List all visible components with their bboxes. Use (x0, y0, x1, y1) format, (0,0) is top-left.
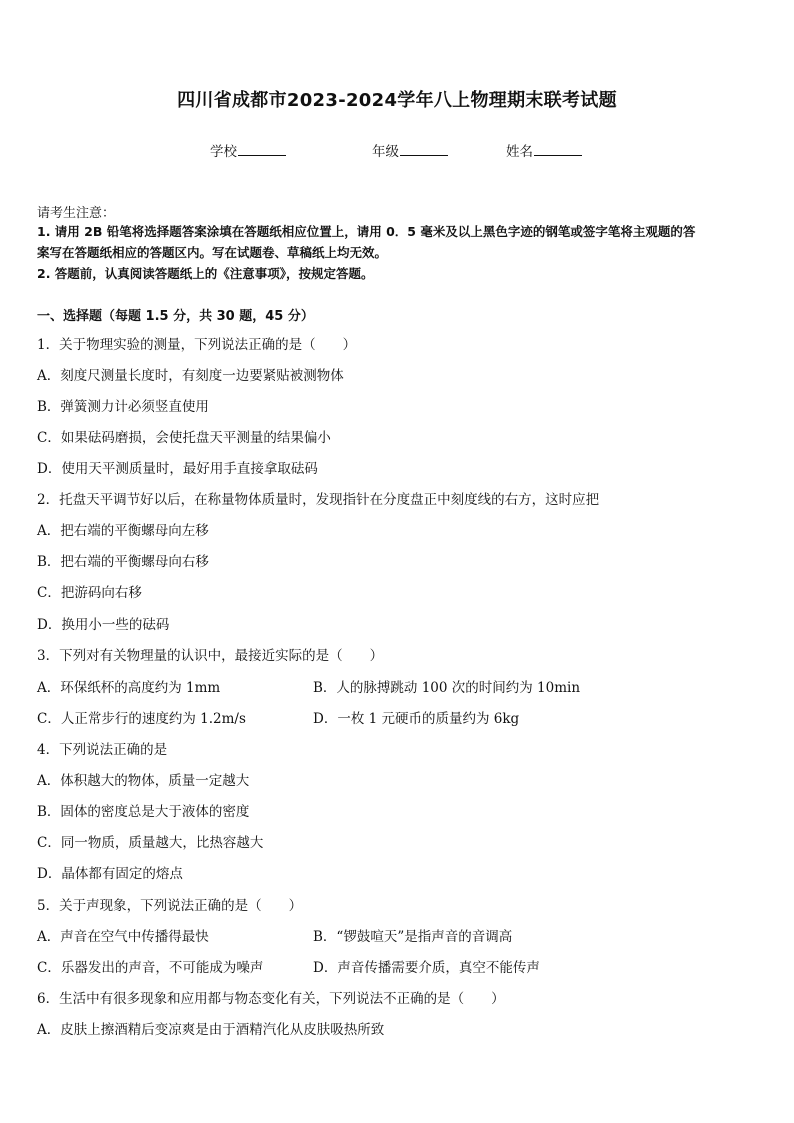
grade-blank[interactable] (400, 141, 448, 156)
question-3-option-d: D．一枚 1 元硬币的质量约为 6kg (313, 711, 520, 727)
question-1-stem: 1．关于物理实验的测量，下列说法正确的是（ ） (37, 337, 357, 353)
question-2-option-a: A．把右端的平衡螺母向左移 (37, 523, 209, 539)
notice-heading: 请考生注意： (37, 206, 116, 221)
question-4-option-c: C．同一物质，质量越大，比热容越大 (37, 835, 264, 851)
school-label: 学校 (210, 144, 237, 160)
question-2-option-b: B．把右端的平衡螺母向右移 (37, 554, 209, 570)
notice-item-1 (37, 221, 759, 263)
question-6-stem: 6．生活中有很多现象和应用都与物态变化有关，下列说法不正确的是（ ） (37, 991, 505, 1007)
question-4-option-b: B．固体的密度总是大于液体的密度 (37, 804, 250, 820)
section-heading: 一、选择题（每题 1.5 分，共 30 题，45 分） (37, 309, 314, 324)
question-1-option-b: B．弹簧测力计必须竖直使用 (37, 399, 209, 415)
grade-label: 年级 (372, 144, 399, 160)
question-2-stem: 2．托盘天平调节好以后，在称量物体质量时，发现指针在分度盘正中刻度线的右方，这时应把 (37, 492, 600, 508)
question-1-option-a: A．刻度尺测量长度时，有刻度一边要紧贴被测物体 (37, 368, 344, 384)
school-blank[interactable] (238, 141, 286, 156)
question-1-option-c: C．如果砝码磨损，会使托盘天平测量的结果偏小 (37, 430, 331, 446)
question-3-option-a: A．环保纸杯的高度约为 1mm (37, 680, 221, 696)
name-blank[interactable] (534, 141, 582, 156)
question-3-option-c: C．人正常步行的速度约为 1.2m/s (37, 711, 246, 727)
question-4-option-a: A．体积越大的物体，质量一定越大 (37, 773, 250, 789)
page-title: 四川省成都市2023-2024学年八上物理期末联考试题 (177, 90, 617, 111)
question-1-option-d: D．使用天平测质量时，最好用手直接拿取砝码 (37, 461, 318, 477)
question-5-stem: 5．关于声现象，下列说法正确的是（ ） (37, 898, 303, 914)
question-2-option-c: C．把游码向右移 (37, 585, 142, 601)
question-5-option-a: A．声音在空气中传播得最快 (37, 929, 209, 945)
notice-item-1-line-2: 案写在答题纸相应的答题区内。写在试题卷、草稿纸上均无效。 (37, 245, 388, 260)
notice-item-2: 2. 答题前，认真阅读答题纸上的《注意事项》，按规定答题。 (37, 266, 374, 281)
question-5-option-d: D．声音传播需要介质，真空不能传声 (313, 960, 540, 976)
school-field (210, 140, 286, 160)
question-4-option-d: D．晶体都有固定的熔点 (37, 866, 183, 882)
question-3-option-b: B．人的脉搏跳动 100 次的时间约为 10min (313, 680, 581, 696)
question-4-stem: 4．下列说法正确的是 (37, 742, 168, 758)
question-5-option-c: C．乐器发出的声音，不可能成为噪声 (37, 960, 264, 976)
question-2-option-d: D．换用小一些的砝码 (37, 617, 170, 633)
grade-field (372, 140, 448, 160)
notice-item-1-line-1: 1. 请用 2B 铅笔将选择题答案涂填在答题纸相应位置上，请用 0．5 毫米及以上黑色字迹的钢笔或签字笔将主观题的答 (37, 224, 696, 239)
question-6-option-a: A．皮肤上擦酒精后变凉爽是由于酒精汽化从皮肤吸热所致 (37, 1022, 385, 1038)
question-5-option-b: B．“锣鼓喧天”是指声音的音调高 (313, 929, 513, 945)
question-3-stem: 3．下列对有关物理量的认识中，最接近实际的是（ ） (37, 648, 384, 664)
name-label: 姓名 (506, 144, 533, 160)
name-field (506, 140, 582, 160)
